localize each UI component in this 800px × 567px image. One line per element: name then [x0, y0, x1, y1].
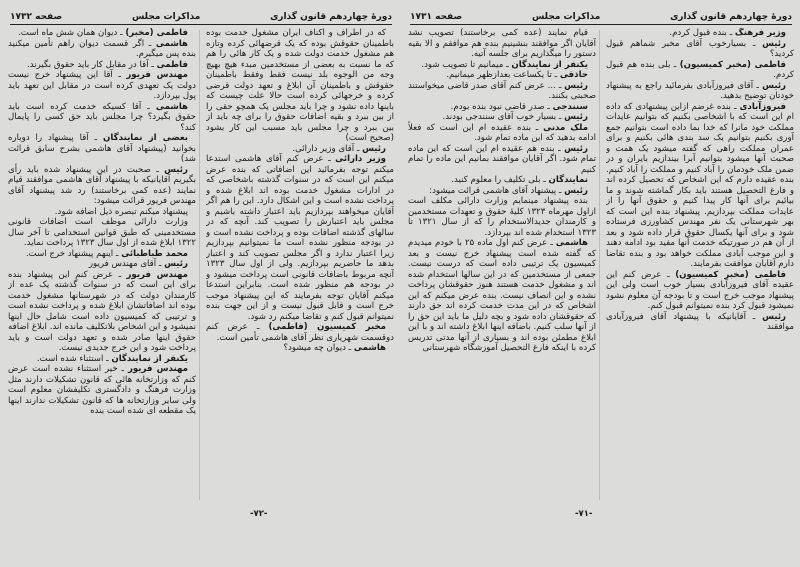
speaker-name: فیروزآبادی [739, 101, 787, 112]
speaker-name: رئیس [362, 143, 386, 154]
speech-text: استثناء شده است. [36, 353, 104, 364]
speech-paragraph: هاشمی ـ دیوان چه میشود؟ [283, 343, 386, 353]
speech-text: عرض کنم آقای هاشمی استدعا میکنم توجه بفرمائید این اضافاتی که بنده عرض میکنم این است که در سنوات گذشته باشخاصی که در ادارات مشغول خدمت بوده اند ابلاغ شده و پرداخت نشده است و این اشکال دارد. این را هم اگر آقایان میخواهند بپردازیم باید اعتبار داشته باشیم و مجلس باید اعتبارش را تصویب کند. آنچه که در سالهای گذشته اضافات بوده و پرداخت نشده است و در بودجه منظور نشده است ما نمیتوانیم بپردازیم زیرا اعتبار ندارد و اگر مجلس تصویب کند و اعتبار بدهد ما حاضریم بپردازیم. ولی از اول سال ۱۳۲۳ آنچه مربوط باضافات قانونی است پرداخت میشود و در بودجه هم منظور شده است. بنابراین استدعا میکنم آقایان توجه بفرمایند که این پیشنهاد موجب خرج است و قابل قبول نیست و از این جهت بنده نمیتوانم قبول کنم و تقاضا میکنم رد شود. [206, 154, 394, 322]
page-number: صفحه ۱۷۳۲ [10, 12, 63, 22]
speech-text: بنده غرضم ازاین پیشنهادی که داده ام این است که با اشخاصی بکنیم که بتوانیم عایدات مملکت خود مانرا که خدا بما داده است بتوانیم جمع آوری بکنیم بتوانیم یک سد بندی هائی بکنیم و برای عمران مملکت راهی که گفته میشود یک همت و صحبت آنها میشود بتوانیم آبرا بیندازیم بایران و در ضمن ملک خودمان را آباد کنیم و مملکت را آباد کنیم. بنده عقیده دارم که این اشخاص که تحصیل کرده اند و فارغ التحصیل هستند باید بکار گماشته شوند و ما بیائیم برای آنها کار پیدا کنیم و حقوق آنها را از عایدات مملکت بپردازیم. پیشنهاد بنده این است که بهر شهرستانی یک نفر مهندس کشاورزی فرستاده شود و برای آنها یکسال حقوق قرار داده شود و بعد از آن هم در صورتیکه خدمت آنها مفید بود ادامه دهند و این موجب آبادی مملکت خواهد بود و بنده تقاضا دارم آقایان موافقت بفرمایند. [606, 101, 794, 269]
speech-paragraph [8, 217, 196, 249]
journal-title: مذاکرات مجلس [531, 12, 601, 22]
session-title: دورهٔ چهاردهم قانون گذاری [670, 12, 792, 22]
speech-text: آقا پیشنهاد را دوباره بخوانید (پیشنهاد آقای هاشمی بشرح سابق قرائت شد) [8, 133, 196, 164]
speech-text: قیام نمایند (عده کمی برخاستند) تصویب نشد آقایان اگر موافقند بنشینیم بنده هم موافقم و الا بقیه دستور را میگذاریم برای جلسه آتیه. [408, 28, 596, 59]
session-title: دورهٔ چهاردهم قانون گذاری [270, 12, 392, 22]
text-column-left [8, 28, 196, 500]
speech-text: وزارت دارائی موظف است اضافات قانونی مستخدمینی که طبق قوانین استخدامی تا آخر سال ۱۳۲۲ ابلاغ شده از اول سال ۱۳۲۳ پرداخت نماید. [8, 217, 196, 248]
speech-paragraph: رئیس ـ آقای وزیر دارائی. [292, 143, 386, 154]
speaker-name: رئیس [164, 259, 188, 269]
speech-text: بنده قبول کردم. [669, 28, 727, 38]
speech-text: بنده هم عقیده ام این است که این ماده تمام شود. اگر آقایان موافقند بمانیم این ماده را تمام کنیم [408, 143, 596, 175]
page-header [10, 6, 392, 25]
speaker-name: رئیس [762, 80, 787, 91]
speech-paragraph: یکنفر از نمایندگان ـ استثناء شده است. [36, 353, 188, 364]
speech-paragraph [206, 28, 394, 144]
text-column-right [206, 28, 394, 500]
speaker-name: مهندس فریور [126, 269, 188, 280]
speech-paragraph: سنندجی ـ صدر قاضی نبود بنده بودم. [450, 101, 588, 112]
speech-paragraph: رئیس ـ آقای مهندس فریور [88, 259, 188, 269]
speaker-name: حاذقی [559, 70, 588, 80]
speech-paragraph: فاطمی (مخبر کمیسیون) ـ بلی بنده هم قبول کردم. [606, 59, 794, 80]
speech-paragraph: فاطمی (مخبر کمیسیون) ـ عرض کنم این عقیده آقای فیروزآبادی بسیار خوب است ولی این پیشنهاد موجب خرج است و تا بودجه آن معلوم نشود نمیشود قبول کرد بنده نمیتوانم قبول کنم. [606, 269, 794, 311]
speech-text: صحبت در این پیشنهاد شده باید رأی بگیریم آقایانیکه با پیشنهاد آقای هاشمی موافقند قیام نمایند (عده کمی برخاستند) رد شد پیشنهاد آقای مهندس فریور قرائت میشود: [8, 164, 196, 206]
column-divider [199, 30, 200, 500]
speech-paragraph: رئیس ـ آقایانیکه با پیشنهاد آقای فیروزآبادی موافقند [606, 311, 794, 332]
speech-text: صدر قاضی نبود بنده بودم. [450, 101, 545, 112]
speech-paragraph: وزیر دارائی ـ عرض کنم آقای هاشمی استدعا میکنم توجه بفرمائید این اضافاتی که بنده عرض میکنم این است که در سنوات گذشته باشخاصی که در ادارات مشغول خدمت بوده اند ابلاغ شده و پرداخت نشده است و این اشکال دارد. این را هم اگر آقایان میخواهند بپردازیم باید اعتبار داشته باشیم و مجلس باید اعتبارش را تصویب کند. آنچه که در سالهای گذشته اضافات بوده و پرداخت نشده است و در بودجه منظور نشده است ما نمیتوانیم بپردازیم زیرا اعتبار ندارد و اگر مجلس تصویب کند و اعتبار بدهد ما حاضریم بپردازیم. ولی از اول سال ۱۳۲۳ آنچه مربوط باضافات قانونی است پرداخت میشود و در بودجه هم منظور شده است. بنابراین استدعا میکنم آقایان توجه بفرمایند که این پیشنهاد موجب خرج است و قابل قبول نیست و از این جهت بنده نمیتوانم قبول کنم و تقاضا میکنم رد شود. [206, 154, 394, 322]
speech-paragraph: رئیس ـ بسیار خوب آقای سنندجی بودند. [442, 112, 588, 122]
text-column-right [606, 28, 794, 500]
speech-text: عرض کنم این عقیده آقای فیروزآبادی بسیار خوب است ولی این پیشنهاد موجب خرج است و تا بودجه آن معلوم نشود نمیشود قبول کرد بنده نمیتوانم قبول کنم. [606, 269, 794, 311]
speech-text: پیشنهاد میکنم تبصره ذیل اضافه شود. [54, 206, 188, 217]
speaker-name: رئیس [564, 185, 588, 196]
speech-text: آقای فیروزآبادی بفرمائید راجع به پیشنهاد خودتان توضیح بدهید. [606, 80, 794, 101]
speaker-name: فاطمی (مخبر کمیسیون) [679, 59, 786, 70]
speech-text: بنده پیشنهاد مینمایم وزارت دارائی مکلف است ازاول مهرماه ۱۳۲۳ کلیهٔ حقوق و تعهدات مستخدمین و کارمندان جدیدالاستخدام را که از سال ۱۳۲۱ تا ۱۳۲۳ استخدام شده اند بپردازد. [408, 196, 596, 238]
speech-paragraph: رئیس ـ پیشنهاد آقای هاشمی قرائت میشود: [429, 185, 588, 196]
speech-text: پیشنهاد آقای هاشمی قرائت میشود: [429, 185, 557, 196]
text-column-left [408, 28, 596, 500]
speaker-name: رئیس [564, 112, 588, 122]
speech-text: دیوان همان شش ماه است. [18, 28, 118, 38]
speech-text: آقای مهندس فریور [88, 259, 157, 269]
speech-text: ... عرض کنم آقای صدر قاضی میخواستند صحبتی بکنند. [408, 80, 596, 101]
speaker-name: سنندجی [552, 101, 588, 112]
speech-text: آقای وزیر دارائی. [292, 143, 355, 154]
speech-text: دیوان چه میشود؟ [283, 343, 346, 353]
speaker-name: رئیس [564, 80, 589, 91]
speech-paragraph: مهندس فریور ـ عرض کنم این پیشنهاد بنده برای این است که در سنوات گذشته یک عده از کارمندان دولت که در شهرستانها مشغول خدمت بوده اند اضافاتشان ابلاغ شده و پرداخت نشده است و ترتیبی که کمیسیون داده است شامل حال اینها نمیشود و این اشخاص بلاتکلیف مانده اند. ابلاغ اضافه حقوق اینها صادر شده و تعهد دولت است و باید پرداخت شود و این خرج جدیدی نیست. [8, 269, 196, 353]
speaker-name: وزیر دارائی [335, 154, 386, 164]
speech-text: آقا این پیشنهاد خرج نیست دولت یک تعهدی کرده است در مقابل این تعهد باید پول بپردازد. [8, 70, 196, 101]
speaker-name: فاطمی (مخبر کمیسیون) [675, 269, 787, 280]
speech-text: که در اطراف و اکناف ایران مشغول خدمت بوده باطمینان حقوقش بوده که یک قرضهائی کرده وتازه هم مشغول خدمت دولت شده و یک کار هائی را هم که ما نسبت به بعضی از مستخدمین مبدء هیچ بهیچ وجه من الوجوه بلد نیست فقط وفقط باطمینان حقوقش و باطمینان آن ابلاغ و تعهد دولت قرضی کرده و خرجهائی کرده است حالا علت چیست که باینها داده نشود و چرا باید مجلس یک همچو حقی را از بین ببرد و بقیه اضافات حقوق را برای چه باید از بین ببرد و چرا مجلس باید مسبب این کار بشود (صحیح است) [206, 28, 394, 143]
speech-paragraph [408, 28, 596, 60]
speech-paragraph: هاشمی ـ اگر قسمت دیوان راهم تأمین میکنید بنده پس میگیرم. [8, 38, 196, 59]
speaker-name: ملک مدنی [543, 122, 589, 133]
speech-text: بلی تکلیف را معلوم کنید. [451, 175, 541, 185]
speech-paragraph: رئیس ـ بسیارخوب آقای مخبر شماهم قبول کردید؟ [606, 38, 794, 59]
speech-paragraph: ملک مدنی ـ بنده عقیده ام این است که فعلاً ادامه بدهید که این ماده تمام شود. [408, 122, 596, 143]
speech-paragraph: فاطمی (مخبر) ـ دیوان همان شش ماه است. [18, 28, 188, 38]
speaker-name: رئیس [164, 164, 188, 175]
speaker-name: بعضی از نمایندگان [103, 133, 189, 143]
speech-text: اگر قسمت دیوان راهم تأمین میکنید بنده پس میگیرم. [8, 38, 196, 59]
page-header [410, 6, 792, 25]
column-divider [599, 30, 600, 500]
speech-paragraph: هاشمی ـ آقا کسیکه خدمت کرده است باید حقوق بگیرد؟ چرا مجلس باید حق کسی را پایمال کند؟ [8, 101, 196, 133]
speech-paragraph: حاذقی ـ تا یکساعت بعدازظهر میمانیم. [446, 70, 588, 80]
speaker-name: رئیس [762, 38, 786, 49]
speaker-name: یکنفر از نمایندگان [511, 59, 588, 70]
speech-paragraph: بعضی از نمایندگان ـ آقا پیشنهاد را دوباره بخوانید (پیشنهاد آقای هاشمی بشرح سابق قرائت شد) [8, 133, 196, 164]
speaker-name: فاطمی [156, 59, 188, 70]
speaker-name: محمد طباطبائی [121, 248, 188, 259]
speech-paragraph: نمایندگان ـ بلی تکلیف را معلوم کنید. [451, 175, 588, 185]
speech-paragraph: رئیس ـ آقای فیروزآبادی بفرمائید راجع به پیشنهاد خودتان توضیح بدهید. [606, 80, 794, 101]
speaker-name: نمایندگان [548, 175, 588, 185]
speech-text: آقا در مقابل کار باید حقوق بگیرند. [27, 59, 149, 70]
speech-paragraph [408, 196, 596, 238]
speech-text: آقا کسیکه خدمت کرده است باید حقوق بگیرد؟ چرا مجلس باید حق کسی را پایمال کند؟ [8, 101, 196, 133]
speech-paragraph [8, 207, 196, 218]
speech-text: تا یکساعت بعدازظهر میمانیم. [446, 70, 552, 80]
speech-paragraph: مخبر کمیسیون (فاطمی) ـ عرض کنم دوقسمت شهریاری نظر آقای هاشمی تأمین است. [206, 322, 394, 343]
page-number: صفحه ۱۷۳۱ [410, 12, 463, 22]
speech-text: بسیار خوب آقای سنندجی بودند. [442, 112, 557, 122]
speech-paragraph: مهندس فریور ـ آقا این پیشنهاد خرج نیست دولت یک تعهدی کرده است در مقابل این تعهد باید پول بپردازد. [8, 70, 196, 101]
page-footer-number: -۷۲- [250, 509, 268, 519]
speech-text: عرض کنم دوقسمت شهریاری نظر آقای هاشمی تأمین است. [206, 322, 394, 343]
speaker-name: رئیس [762, 311, 787, 322]
speech-text: اینهم پیشنهاد خرج است. [25, 248, 114, 259]
speech-text: بسیارخوب آقای مخبر شماهم قبول کردید؟ [606, 38, 794, 59]
speaker-name: یکنفر از نمایندگان [111, 353, 188, 364]
speech-text: عرض کنم این پیشنهاد بنده برای این است که در سنوات گذشته یک عده از کارمندان دولت که در شهرستانها مشغول خدمت بوده اند اضافاتشان ابلاغ شده و پرداخت نشده است و ترتیبی که کمیسیون داده است شامل حال اینها نمیشود و این اشخاص بلاتکلیف مانده اند. ابلاغ اضافه حقوق اینها صادر شده و تعهد دولت است و باید پرداخت شود و این خرج جدیدی نیست. [8, 269, 196, 353]
speech-paragraph: فاطمی ـ آقا در مقابل کار باید حقوق بگیرند. [27, 59, 188, 70]
speech-text: آقایانیکه با پیشنهاد آقای فیروزآبادی موافقند [606, 311, 794, 332]
speech-text: عرض کنم اول ماده ۲۵ با خودم میدیدم که گفته شده است پیشنهاد خرج نیست و بعد کمیسیون یک ترتیبی داده است که درست نیست. جمعی از مستخدمین که در این سالها استخدام شده اند و مشغول خدمت هستند هنوز حقوقشان پرداخت نشده و این انصاف نیست. بنده عرض میکنم که این اشخاص که در این مدت خدمت کرده اند حق دارند که حقوقشان داده شود و بچه دلیل ما باید این حق را از آنها سلب کنیم. باضافه اینها ابلاغ داشته اند و با این ابلاغ مطمئن بوده اند و بسیاری از آنها مدتی تدریس کرده با اینکه فارغ التحصیل آموزشگاه شهرستانی [408, 238, 596, 353]
page-footer-number: -۷۱- [575, 509, 593, 519]
speaker-name: مهندس فریور [126, 70, 188, 80]
speech-text: بلی بنده هم قبول کردم. [606, 59, 794, 80]
speech-text: بنده عقیده ام این است که فعلاً ادامه بدهید که این ماده تمام شود. [408, 122, 596, 143]
speaker-name: مخبر کمیسیون (فاطمی) [268, 322, 386, 332]
speech-paragraph: فیروزآبادی ـ بنده غرضم ازاین پیشنهادی که داده ام این است که با اشخاصی بکنیم که بتوانیم عایدات مملکت خود مانرا که خدا بما داده است بتوانیم جمع آوری بکنیم بتوانیم یک سد بندی هائی بکنیم و برای عمران مملکت راهی که گفته میشود یک همت و صحبت آنها میشود بتوانیم آبرا بیندازیم بایران و در ضمن ملک خودمان را آباد کنیم و مملکت را آباد کنیم. بنده عقیده دارم که این اشخاص که تحصیل کرده اند و فارغ التحصیل هستند باید بکار گماشته شوند و ما بیائیم برای آنها کار پیدا کنیم و حقوق آنها را از عایدات مملکت بپردازیم. پیشنهاد بنده این است که بهر شهرستانی یک نفر مهندس کشاورزی فرستاده شود و برای آنها یکسال حقوق قرار داده شود و بعد از آن هم در صورتیکه خدمت آنها مفید بود ادامه دهند و این موجب آبادی مملکت خواهد بود و بنده تقاضا دارم آقایان موافقت بفرمایند. [606, 101, 794, 269]
speech-paragraph: مهندس فریور ـ خیر استثناء نشده است عرض کنم که وزارتخانه هائی که قانون تشکیلات دارند مثل وزارت فرهنگ و دادگستری تکلیفشان معلوم است ولی سایر وزارتخانه ها که قانون تشکیلات ندارند اینها یک مقطعه ای شده است بنده [8, 364, 196, 416]
speaker-name: فاطمی (مخبر) [125, 28, 188, 38]
speech-paragraph: رئیس ـ ... عرض کنم آقای صدر قاضی میخواستند صحبتی بکنند. [408, 80, 596, 101]
page-1731 [400, 0, 800, 567]
speaker-name: رئیس [564, 143, 588, 154]
speech-paragraph: محمد طباطبائی ـ اینهم پیشنهاد خرج است. [25, 248, 188, 259]
speaker-name: هاشمی [555, 238, 588, 248]
speaker-name: هاشمی [155, 38, 188, 49]
speaker-name: هاشمی [353, 343, 386, 353]
speech-paragraph: رئیس ـ بنده هم عقیده ام این است که این ماده تمام شود. اگر آقایان موافقند بمانیم این ماده را تمام کنیم [408, 143, 596, 175]
speech-paragraph: هاشمی ـ عرض کنم اول ماده ۲۵ با خودم میدیدم که گفته شده است پیشنهاد خرج نیست و بعد کمیسیون یک ترتیبی داده است که درست نیست. جمعی از مستخدمین که در این سالها استخدام شده اند و مشغول خدمت هستند هنوز حقوقشان پرداخت نشده و این انصاف نیست. بنده عرض میکنم که این اشخاص که در این مدت خدمت کرده اند حق دارند که حقوقشان داده شود و بچه دلیل ما باید این حق را از آنها سلب کنیم. باضافه اینها ابلاغ داشته اند و با این ابلاغ مطمئن بوده اند و بسیاری از آنها مدتی تدریس کرده با اینکه فارغ التحصیل آموزشگاه شهرستانی [408, 238, 596, 353]
journal-title: مذاکرات مجلس [131, 12, 201, 22]
speech-text: خیر استثناء نشده است عرض کنم که وزارتخانه هائی که قانون تشکیلات دارند مثل وزارت فرهنگ و دادگستری تکلیفشان معلوم است ولی سایر وزارتخانه ها که قانون تشکیلات ندارند اینها یک مقطعه ای شده است بنده [8, 364, 196, 416]
speaker-name: وزیر فرهنگ [734, 28, 786, 38]
speech-paragraph: رئیس ـ صحبت در این پیشنهاد شده باید رأی بگیریم آقایانیکه با پیشنهاد آقای هاشمی موافقند قیام نمایند (عده کمی برخاستند) رد شد پیشنهاد آقای مهندس فریور قرائت میشود: [8, 164, 196, 206]
speech-paragraph: وزیر فرهنگ ـ بنده قبول کردم. [669, 28, 786, 38]
speaker-name: هاشمی [155, 101, 188, 112]
speech-text: میمانیم تا تصویب شود. [421, 59, 504, 70]
speaker-name: مهندس فریور [127, 364, 188, 374]
speech-paragraph: یکنفر از نمایندگان ـ میمانیم تا تصویب شود. [421, 59, 588, 70]
